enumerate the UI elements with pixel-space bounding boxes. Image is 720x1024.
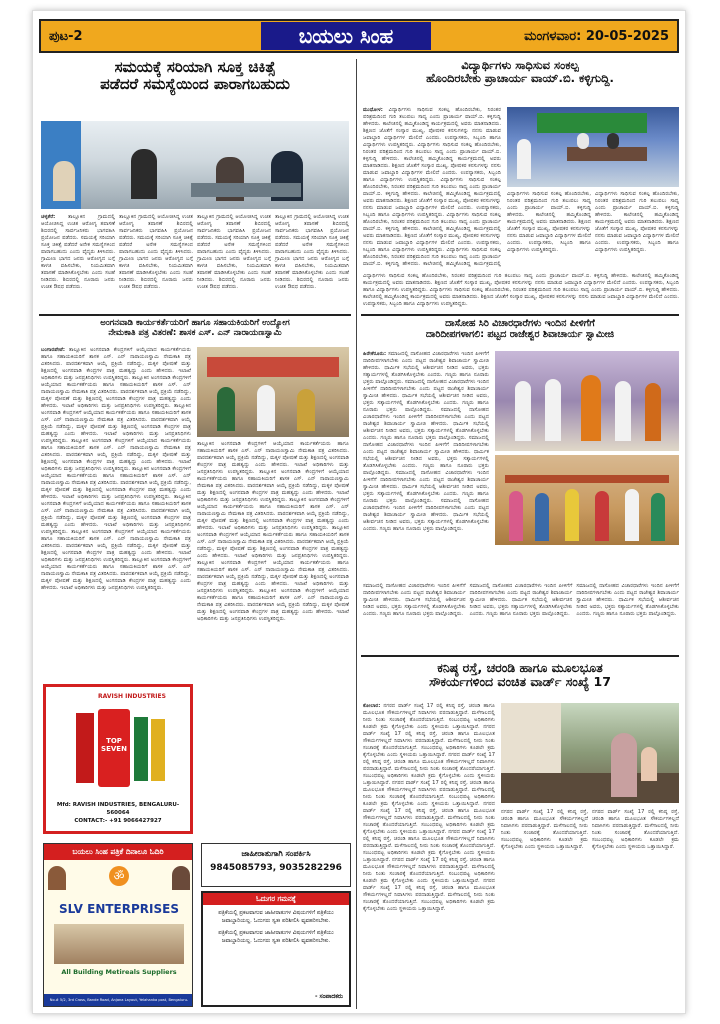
story-body-bottom: ಸಮಾಜದಲ್ಲಿ ದಾಸೋಹದ ವಿಚಾರಧಾರೆಗಳು ಇಂದಿನ ಪೀಳಿಗೆಗೆ ದಾರಿದೀಪಗಳಾಗಬೇಕು ಎಂದು ಪಟ್ಟದ ರಾಜೇಶ್ವರ ಶಿವಾಚಾರ್ಯ ಸ್ವಾಮೀಜಿ ಹೇಳಿದರು. ಧಾರ್ಮಿಕ ಸಭೆಯಲ್ಲಿ ಆಶೀರ್ವಚನ ನೀಡಿದ ಅವರು, ಭಕ್ತರು ಸತ್ಕಾರ್ಯಗಳಲ್ಲಿ ತೊಡಗಿಸಿಕೊಳ್ಳಬೇಕು ಎಂದರು. ಗಣ್ಯರು ಹಾಗೂ ನೂರಾರು ಭಕ್ತರು ಪಾಲ್ಗೊಂಡಿದ್ದರು. ಸಮಾಜದಲ್ಲಿ ದಾಸೋಹದ ವಿಚಾರಧಾರೆಗಳು ಇಂದಿನ ಪೀಳಿಗೆಗೆ ದಾರಿದೀಪಗಳಾಗಬೇಕು ಎಂದು ಪಟ್ಟದ ರಾಜೇಶ್ವರ ಶಿವಾಚಾರ್ಯ ಸ್ವಾಮೀಜಿ ಹೇಳಿದರು. ಧಾರ್ಮಿಕ ಸಭೆಯಲ್ಲಿ ಆಶೀರ್ವಚನ ನೀಡಿದ ಅವರು, ಭಕ್ತರು ಸತ್ಕಾರ್ಯಗಳಲ್ಲಿ ತೊಡಗಿಸಿಕೊಳ್ಳಬೇಕು ಎಂದರು. ಗಣ್ಯರು ಹಾಗೂ ನೂರಾರು ಭಕ್ತರು ಪಾಲ್ಗೊಂಡಿದ್ದರು. ಸಮಾಜದಲ್ಲಿ ದಾಸೋಹದ ವಿಚಾರಧಾರೆಗಳು ಇಂದಿನ ಪೀಳಿಗೆಗೆ ದಾರಿದೀಪಗಳಾಗಬೇಕು ಎಂದು ಪಟ್ಟದ ರಾಜೇಶ್ವರ ಶಿವಾಚಾರ್ಯ ಸ್ವಾಮೀಜಿ ಹೇಳಿದರು. ಧಾರ್ಮಿಕ ಸಭೆಯಲ್ಲಿ ಆಶೀರ್ವಚನ ನೀಡಿದ ಅವರು, ಭಕ್ತರು ಸತ್ಕಾರ್ಯಗಳಲ್ಲಿ ತೊಡಗಿಸಿಕೊಳ್ಳಬೇಕು ಎಂದರು. ಗಣ್ಯರು ಹಾಗೂ ನೂರಾರು ಭಕ್ತರು ಪಾಲ್ಗೊಂಡಿದ್ದರು. xyxy=(363,583,679,617)
column-divider xyxy=(356,59,357,1009)
page-number: ಪುಟ-2 xyxy=(49,28,83,44)
masthead xyxy=(39,19,679,53)
story-body: ಬಂಗಾರಪೇಟೆ: ತಾಲ್ಲೂಕಿನ ಅಂಗನವಾಡಿ ಕೇಂದ್ರಗಳಿಗೆ ಆಯ್ಕೆಯಾದ ಕಾರ್ಯಕರ್ತೆಯರು ಹಾಗೂ ಸಹಾಯಕಿಯರಿಗೆ ಶಾಸಕ ಎಸ್. ಎನ್ ನಾರಾಯಣಸ್ವಾಮಿ ನೇಮಕಾತಿ ಪತ್ರ ವಿತರಿಸಿದರು. ಪಾರದರ್ಶಕವಾಗಿ ಆಯ್ಕೆ ಪ್ರಕ್ರಿಯೆ ನಡೆದಿದ್ದು, ಮಕ್ಕಳ ಪೋಷಣೆ ಮತ್ತು ಶಿಕ್ಷಣದಲ್ಲಿ ಅಂಗನವಾಡಿ ಕೇಂದ್ರಗಳ ಪಾತ್ರ ಮಹತ್ವದ್ದು ಎಂದು ಹೇಳಿದರು. ಇಲಾಖೆ ಅಧಿಕಾರಿಗಳು ಮತ್ತು ಜನಪ್ರತಿನಿಧಿಗಳು ಉಪಸ್ಥಿತರಿದ್ದರು. ತಾಲ್ಲೂಕಿನ ಅಂಗನವಾಡಿ ಕೇಂದ್ರಗಳಿಗೆ ಆಯ್ಕೆಯಾದ ಕಾರ್ಯಕರ್ತೆಯರು ಹಾಗೂ ಸಹಾಯಕಿಯರಿಗೆ ಶಾಸಕ ಎಸ್. ಎನ್ ನಾರಾಯಣಸ್ವಾಮಿ ನೇಮಕಾತಿ ಪತ್ರ ವಿತರಿಸಿದರು. ಪಾರದರ್ಶಕವಾಗಿ ಆಯ್ಕೆ ಪ್ರಕ್ರಿಯೆ ನಡೆದಿದ್ದು, ಮಕ್ಕಳ ಪೋಷಣೆ ಮತ್ತು ಶಿಕ್ಷಣದಲ್ಲಿ ಅಂಗನವಾಡಿ ಕೇಂದ್ರಗಳ ಪಾತ್ರ ಮಹತ್ವದ್ದು ಎಂದು ಹೇಳಿದರು. ಇಲಾಖೆ ಅಧಿಕಾರಿಗಳು ಮತ್ತು ಜನಪ್ರತಿನಿಧಿಗಳು ಉಪಸ್ಥಿತರಿದ್ದರು. ತಾಲ್ಲೂಕಿನ ಅಂಗನವಾಡಿ ಕೇಂದ್ರಗಳಿಗೆ ಆಯ್ಕೆಯಾದ ಕಾರ್ಯಕರ್ತೆಯರು ಹಾಗೂ ಸಹಾಯಕಿಯರಿಗೆ ಶಾಸಕ ಎಸ್. ಎನ್ ನಾರಾಯಣಸ್ವಾಮಿ ನೇಮಕಾತಿ ಪತ್ರ ವಿತರಿಸಿದರು. ಪಾರದರ್ಶಕವಾಗಿ ಆಯ್ಕೆ ಪ್ರಕ್ರಿಯೆ ನಡೆದಿದ್ದು, ಮಕ್ಕಳ ಪೋಷಣೆ ಮತ್ತು ಶಿಕ್ಷಣದಲ್ಲಿ ಅಂಗನವಾಡಿ ಕೇಂದ್ರಗಳ ಪಾತ್ರ ಮಹತ್ವದ್ದು ಎಂದು ಹೇಳಿದರು. ಇಲಾಖೆ ಅಧಿಕಾರಿಗಳು ಮತ್ತು ಜನಪ್ರತಿನಿಧಿಗಳು ಉಪಸ್ಥಿತರಿದ್ದರು. ತಾಲ್ಲೂಕಿನ ಅಂಗನವಾಡಿ ಕೇಂದ್ರಗಳಿಗೆ ಆಯ್ಕೆಯಾದ ಕಾರ್ಯಕರ್ತೆಯರು ಹಾಗೂ ಸಹಾಯಕಿಯರಿಗೆ ಶಾಸಕ ಎಸ್. ಎನ್ ನಾರಾಯಣಸ್ವಾಮಿ ನೇಮಕಾತಿ ಪತ್ರ ವಿತರಿಸಿದರು. ಪಾರದರ್ಶಕವಾಗಿ ಆಯ್ಕೆ ಪ್ರಕ್ರಿಯೆ ನಡೆದಿದ್ದು, ಮಕ್ಕಳ ಪೋಷಣೆ ಮತ್ತು ಶಿಕ್ಷಣದಲ್ಲಿ ಅಂಗನವಾಡಿ ಕೇಂದ್ರಗಳ ಪಾತ್ರ ಮಹತ್ವದ್ದು ಎಂದು ಹೇಳಿದರು. ಇಲಾಖೆ ಅಧಿಕಾರಿಗಳು ಮತ್ತು ಜನಪ್ರತಿನಿಧಿಗಳು ಉಪಸ್ಥಿತರಿದ್ದರು. ತಾಲ್ಲೂಕಿನ ಅಂಗನವಾಡಿ ಕೇಂದ್ರಗಳಿಗೆ ಆಯ್ಕೆಯಾದ ಕಾರ್ಯಕರ್ತೆಯರು ಹಾಗೂ ಸಹಾಯಕಿಯರಿಗೆ ಶಾಸಕ ಎಸ್. ಎನ್ ನಾರಾಯಣಸ್ವಾಮಿ ನೇಮಕಾತಿ ಪತ್ರ ವಿತರಿಸಿದರು. ಪಾರದರ್ಶಕವಾಗಿ ಆಯ್ಕೆ ಪ್ರಕ್ರಿಯೆ ನಡೆದಿದ್ದು, ಮಕ್ಕಳ ಪೋಷಣೆ ಮತ್ತು ಶಿಕ್ಷಣದಲ್ಲಿ ಅಂಗನವಾಡಿ ಕೇಂದ್ರಗಳ ಪಾತ್ರ ಮಹತ್ವದ್ದು ಎಂದು ಹೇಳಿದರು. ಇಲಾಖೆ ಅಧಿಕಾರಿಗಳು ಮತ್ತು ಜನಪ್ರತಿನಿಧಿಗಳು ಉಪಸ್ಥಿತರಿದ್ದರು. ತಾಲ್ಲೂಕಿನ ಅಂಗನವಾಡಿ ಕೇಂದ್ರಗಳಿಗೆ ಆಯ್ಕೆಯಾದ ಕಾರ್ಯಕರ್ತೆಯರು ಹಾಗೂ ಸಹಾಯಕಿಯರಿಗೆ ಶಾಸಕ ಎಸ್. ಎನ್ ನಾರಾಯಣಸ್ವಾಮಿ ನೇಮಕಾತಿ ಪತ್ರ ವಿತರಿಸಿದರು. ಪಾರದರ್ಶಕವಾಗಿ ಆಯ್ಕೆ ಪ್ರಕ್ರಿಯೆ ನಡೆದಿದ್ದು, ಮಕ್ಕಳ ಪೋಷಣೆ ಮತ್ತು ಶಿಕ್ಷಣದಲ್ಲಿ ಅಂಗನವಾಡಿ ಕೇಂದ್ರಗಳ ಪಾತ್ರ ಮಹತ್ವದ್ದು ಎಂದು ಹೇಳಿದರು. ಇಲಾಖೆ ಅಧಿಕಾರಿಗಳು ಮತ್ತು ಜನಪ್ರತಿನಿಧಿಗಳು ಉಪಸ್ಥಿತರಿದ್ದರು. ತಾಲ್ಲೂಕಿನ ಅಂಗನವಾಡಿ ಕೇಂದ್ರಗಳಿಗೆ ಆಯ್ಕೆಯಾದ ಕಾರ್ಯಕರ್ತೆಯರು ಹಾಗೂ ಸಹಾಯಕಿಯರಿಗೆ ಶಾಸಕ ಎಸ್. ಎನ್ ನಾರಾಯಣಸ್ವಾಮಿ ನೇಮಕಾತಿ ಪತ್ರ ವಿತರಿಸಿದರು. ಪಾರದರ್ಶಕವಾಗಿ ಆಯ್ಕೆ ಪ್ರಕ್ರಿಯೆ ನಡೆದಿದ್ದು, ಮಕ್ಕಳ ಪೋಷಣೆ ಮತ್ತು ಶಿಕ್ಷಣದಲ್ಲಿ ಅಂಗನವಾಡಿ ಕೇಂದ್ರಗಳ ಪಾತ್ರ ಮಹತ್ವದ್ದು ಎಂದು ಹೇಳಿದರು. ಇಲಾಖೆ ಅಧಿಕಾರಿಗಳು ಮತ್ತು ಜನಪ್ರತಿನಿಧಿಗಳು ಉಪಸ್ಥಿತರಿದ್ದರು. ತಾಲ್ಲೂಕಿನ ಅಂಗನವಾಡಿ ಕೇಂದ್ರಗಳಿಗೆ ಆಯ್ಕೆಯಾದ ಕಾರ್ಯಕರ್ತೆಯರು ಹಾಗೂ ಸಹಾಯಕಿಯರಿಗೆ ಶಾಸಕ ಎಸ್. ಎನ್ ನಾರಾಯಣಸ್ವಾಮಿ ನೇಮಕಾತಿ ಪತ್ರ ವಿತರಿಸಿದರು. ಪಾರದರ್ಶಕವಾಗಿ ಆಯ್ಕೆ ಪ್ರಕ್ರಿಯೆ ನಡೆದಿದ್ದು, ಮಕ್ಕಳ ಪೋಷಣೆ ಮತ್ತು ಶಿಕ್ಷಣದಲ್ಲಿ ಅಂಗನವಾಡಿ ಕೇಂದ್ರಗಳ ಪಾತ್ರ ಮಹತ್ವದ್ದು ಎಂದು ಹೇಳಿದರು. ಇಲಾಖೆ ಅಧಿಕಾರಿಗಳು ಮತ್ತು ಜನಪ್ರತಿನಿಧಿಗಳು ಉಪಸ್ಥಿತರಿದ್ದರು. xyxy=(41,347,191,591)
story-headline: ಕನಿಷ್ಠ ರಸ್ತೆ, ಚರಂಡಿ ಹಾಗೂ ಮೂಲಭೂತ ಸೌಕರ್ಯಗಳಿಂದ ವಂಚಿತ ವಾರ್ಡ್ ಸಂಖ್ಯೆ 17 xyxy=(429,660,611,690)
story-body: ಚಳ್ಳಕೆರೆ: ತಾಲ್ಲೂಕಿನ ಗ್ರಾಮದಲ್ಲಿ ಆಯೋಜಿಸಿದ್ದ ಉಚಿತ ಆರೋಗ್ಯ ತಪಾಸಣೆ ಶಿಬಿರದಲ್ಲಿ ಸಾರ್ವಜನಿಕರು ಭಾಗವಹಿಸಿ ಪ್ರಯೋಜನ ಪಡೆದರು. ಸಮಯಕ್ಕೆ ಸರಿಯಾಗಿ ಸೂಕ್ತ ಚಿಕಿತ್ಸೆ ಪಡೆದರೆ ಅನೇಕ ಸಮಸ್ಯೆಗಳಿಂದ ಪಾರಾಗಬಹುದು ಎಂದು ವೈದ್ಯರು ತಿಳಿಸಿದರು. ಗ್ರಾಮೀಣ ಭಾಗದ ಜನರು ಆರೋಗ್ಯದ ಬಗ್ಗೆ ಕಾಳಜಿ ವಹಿಸಬೇಕು, ನಿಯಮಿತವಾಗಿ ತಪಾಸಣೆ ಮಾಡಿಸಿಕೊಳ್ಳಬೇಕು ಎಂದು ಸಲಹೆ ನೀಡಿದರು. ಶಿಬಿರದಲ್ಲಿ ನೂರಾರು ಜನರು ಉಚಿತ ಔಷಧ ಪಡೆದರು. ತಾಲ್ಲೂಕಿನ ಗ್ರಾಮದಲ್ಲಿ ಆಯೋಜಿಸಿದ್ದ ಉಚಿತ ಆರೋಗ್ಯ ತಪಾಸಣೆ ಶಿಬಿರದಲ್ಲಿ ಸಾರ್ವಜನಿಕರು ಭಾಗವಹಿಸಿ ಪ್ರಯೋಜನ ಪಡೆದರು. ಸಮಯಕ್ಕೆ ಸರಿಯಾಗಿ ಸೂಕ್ತ ಚಿಕಿತ್ಸೆ ಪಡೆದರೆ ಅನೇಕ ಸಮಸ್ಯೆಗಳಿಂದ ಪಾರಾಗಬಹುದು ಎಂದು ವೈದ್ಯರು ತಿಳಿಸಿದರು. ಗ್ರಾಮೀಣ ಭಾಗದ ಜನರು ಆರೋಗ್ಯದ ಬಗ್ಗೆ ಕಾಳಜಿ ವಹಿಸಬೇಕು, ನಿಯಮಿತವಾಗಿ ತಪಾಸಣೆ ಮಾಡಿಸಿಕೊಳ್ಳಬೇಕು ಎಂದು ಸಲಹೆ ನೀಡಿದರು. ಶಿಬಿರದಲ್ಲಿ ನೂರಾರು ಜನರು ಉಚಿತ ಔಷಧ ಪಡೆದರು. ತಾಲ್ಲೂಕಿನ ಗ್ರಾಮದಲ್ಲಿ ಆಯೋಜಿಸಿದ್ದ ಉಚಿತ ಆರೋಗ್ಯ ತಪಾಸಣೆ ಶಿಬಿರದಲ್ಲಿ ಸಾರ್ವಜನಿಕರು ಭಾಗವಹಿಸಿ ಪ್ರಯೋಜನ ಪಡೆದರು. ಸಮಯಕ್ಕೆ ಸರಿಯಾಗಿ ಸೂಕ್ತ ಚಿಕಿತ್ಸೆ ಪಡೆದರೆ ಅನೇಕ ಸಮಸ್ಯೆಗಳಿಂದ ಪಾರಾಗಬಹುದು ಎಂದು ವೈದ್ಯರು ತಿಳಿಸಿದರು. ಗ್ರಾಮೀಣ ಭಾಗದ ಜನರು ಆರೋಗ್ಯದ ಬಗ್ಗೆ ಕಾಳಜಿ ವಹಿಸಬೇಕು, ನಿಯಮಿತವಾಗಿ ತಪಾಸಣೆ ಮಾಡಿಸಿಕೊಳ್ಳಬೇಕು ಎಂದು ಸಲಹೆ ನೀಡಿದರು. ಶಿಬಿರದಲ್ಲಿ ನೂರಾರು ಜನರು ಉಚಿತ ಔಷಧ ಪಡೆದರು. ತಾಲ್ಲೂಕಿನ ಗ್ರಾಮದಲ್ಲಿ ಆಯೋಜಿಸಿದ್ದ ಉಚಿತ ಆರೋಗ್ಯ ತಪಾಸಣೆ ಶಿಬಿರದಲ್ಲಿ ಸಾರ್ವಜನಿಕರು ಭಾಗವಹಿಸಿ ಪ್ರಯೋಜನ ಪಡೆದರು. ಸಮಯಕ್ಕೆ ಸರಿಯಾಗಿ ಸೂಕ್ತ ಚಿಕಿತ್ಸೆ ಪಡೆದರೆ ಅನೇಕ ಸಮಸ್ಯೆಗಳಿಂದ ಪಾರಾಗಬಹುದು ಎಂದು ವೈದ್ಯರು ತಿಳಿಸಿದರು. ಗ್ರಾಮೀಣ ಭಾಗದ ಜನರು ಆರೋಗ್ಯದ ಬಗ್ಗೆ ಕಾಳಜಿ ವಹಿಸಬೇಕು, ನಿಯಮಿತವಾಗಿ ತಪಾಸಣೆ ಮಾಡಿಸಿಕೊಳ್ಳಬೇಕು ಎಂದು ಸಲಹೆ ನೀಡಿದರು. ಶಿಬಿರದಲ್ಲಿ ನೂರಾರು ಜನರು ಉಚಿತ ಔಷಧ ಪಡೆದರು. xyxy=(41,214,349,290)
anganwadi-event-photo xyxy=(197,347,349,437)
issue-date: ಮಂಗಳವಾರ: 20-05-2025 xyxy=(524,28,669,44)
ad-address: No.# 5/2, 3rd Cross, Bande Road, Anjana Layout, Yelahanka post, Bengaluru- xyxy=(44,994,193,1006)
story-body-continued: ವಿದ್ಯಾರ್ಥಿಗಳು ಸಾಧಿಸುವ ಸಂಕಲ್ಪ ಹೊಂದಿರಬೇಕು, ನಿರಂತರ ಪರಿಶ್ರಮದಿಂದ ಗುರಿ ತಲುಪಲು ಸಾಧ್ಯ ಎಂದು ಪ್ರಾಚಾರ್ಯ ವಾಯ್.ಬಿ. ಕಳ್ಳಿಗುದ್ದಿ ಹೇಳಿದರು. ಕಾಲೇಜಿನಲ್ಲಿ ಹಮ್ಮಿಕೊಂಡಿದ್ದ ಕಾರ್ಯಕ್ರಮದಲ್ಲಿ ಅವರು ಮಾತನಾಡಿದರು. ಶಿಕ್ಷಣದ ಜೊತೆಗೆ ಸಂಸ್ಕಾರ ಮುಖ್ಯ, ಪೋಷಕರ ಕನಸುಗಳನ್ನು ನನಸು ಮಾಡುವ ಜವಾಬ್ದಾರಿ ವಿದ್ಯಾರ್ಥಿಗಳ ಮೇಲಿದೆ ಎಂದರು. ಉಪನ್ಯಾಸಕರು, ಸಿಬ್ಬಂದಿ ಹಾಗೂ ವಿದ್ಯಾರ್ಥಿಗಳು ಉಪಸ್ಥಿತರಿದ್ದರು. ವಿದ್ಯಾರ್ಥಿಗಳು ಸಾಧಿಸುವ ಸಂಕಲ್ಪ ಹೊಂದಿರಬೇಕು, ನಿರಂತರ ಪರಿಶ್ರಮದಿಂದ ಗುರಿ ತಲುಪಲು ಸಾಧ್ಯ ಎಂದು ಪ್ರಾಚಾರ್ಯ ವಾಯ್.ಬಿ. ಕಳ್ಳಿಗುದ್ದಿ ಹೇಳಿದರು. ಕಾಲೇಜಿನಲ್ಲಿ ಹಮ್ಮಿಕೊಂಡಿದ್ದ ಕಾರ್ಯಕ್ರಮದಲ್ಲಿ ಅವರು ಮಾತನಾಡಿದರು. ಶಿಕ್ಷಣದ ಜೊತೆಗೆ ಸಂಸ್ಕಾರ ಮುಖ್ಯ, ಪೋಷಕರ ಕನಸುಗಳನ್ನು ನನಸು ಮಾಡುವ ಜವಾಬ್ದಾರಿ ವಿದ್ಯಾರ್ಥಿಗಳ ಮೇಲಿದೆ ಎಂದರು. ಉಪನ್ಯಾಸಕರು, ಸಿಬ್ಬಂದಿ ಹಾಗೂ ವಿದ್ಯಾರ್ಥಿಗಳು ಉಪಸ್ಥಿತರಿದ್ದರು. xyxy=(507,191,679,253)
ad-brand: RAVISH INDUSTRIES xyxy=(98,693,166,700)
ad-phone: CONTACT:- +91 9066427927 xyxy=(74,818,162,824)
story-body: ಕೋಲಾರ: ನಗರದ ವಾರ್ಡ್ ಸಂಖ್ಯೆ 17 ರಲ್ಲಿ ಕನಿಷ್ಠ ರಸ್ತೆ, ಚರಂಡಿ ಹಾಗೂ ಮೂಲಭೂತ ಸೌಕರ್ಯಗಳಿಲ್ಲದೆ ನಿವಾಸಿಗಳು ಪರದಾಡುತ್ತಿದ್ದಾರೆ. ಮಳೆಗಾಲದಲ್ಲಿ ನೀರು ನಿಂತು ಸಂಚಾರಕ್ಕೆ ತೊಂದರೆಯಾಗುತ್ತಿದೆ. ಸಂಬಂಧಪಟ್ಟ ಅಧಿಕಾರಿಗಳು ಕೂಡಲೇ ಕ್ರಮ ಕೈಗೊಳ್ಳಬೇಕು ಎಂದು ಸ್ಥಳೀಯರು ಒತ್ತಾಯಿಸಿದ್ದಾರೆ. ನಗರದ ವಾರ್ಡ್ ಸಂಖ್ಯೆ 17 ರಲ್ಲಿ ಕನಿಷ್ಠ ರಸ್ತೆ, ಚರಂಡಿ ಹಾಗೂ ಮೂಲಭೂತ ಸೌಕರ್ಯಗಳಿಲ್ಲದೆ ನಿವಾಸಿಗಳು ಪರದಾಡುತ್ತಿದ್ದಾರೆ. ಮಳೆಗಾಲದಲ್ಲಿ ನೀರು ನಿಂತು ಸಂಚಾರಕ್ಕೆ ತೊಂದರೆಯಾಗುತ್ತಿದೆ. ಸಂಬಂಧಪಟ್ಟ ಅಧಿಕಾರಿಗಳು ಕೂಡಲೇ ಕ್ರಮ ಕೈಗೊಳ್ಳಬೇಕು ಎಂದು ಸ್ಥಳೀಯರು ಒತ್ತಾಯಿಸಿದ್ದಾರೆ. ನಗರದ ವಾರ್ಡ್ ಸಂಖ್ಯೆ 17 ರಲ್ಲಿ ಕನಿಷ್ಠ ರಸ್ತೆ, ಚರಂಡಿ ಹಾಗೂ ಮೂಲಭೂತ ಸೌಕರ್ಯಗಳಿಲ್ಲದೆ ನಿವಾಸಿಗಳು ಪರದಾಡುತ್ತಿದ್ದಾರೆ. ಮಳೆಗಾಲದಲ್ಲಿ ನೀರು ನಿಂತು ಸಂಚಾರಕ್ಕೆ ತೊಂದರೆಯಾಗುತ್ತಿದೆ. ಸಂಬಂಧಪಟ್ಟ ಅಧಿಕಾರಿಗಳು ಕೂಡಲೇ ಕ್ರಮ ಕೈಗೊಳ್ಳಬೇಕು ಎಂದು ಸ್ಥಳೀಯರು ಒತ್ತಾಯಿಸಿದ್ದಾರೆ. ನಗರದ ವಾರ್ಡ್ ಸಂಖ್ಯೆ 17 ರಲ್ಲಿ ಕನಿಷ್ಠ ರಸ್ತೆ, ಚರಂಡಿ ಹಾಗೂ ಮೂಲಭೂತ ಸೌಕರ್ಯಗಳಿಲ್ಲದೆ ನಿವಾಸಿಗಳು ಪರದಾಡುತ್ತಿದ್ದಾರೆ. ಮಳೆಗಾಲದಲ್ಲಿ ನೀರು ನಿಂತು ಸಂಚಾರಕ್ಕೆ ತೊಂದರೆಯಾಗುತ್ತಿದೆ. ಸಂಬಂಧಪಟ್ಟ ಅಧಿಕಾರಿಗಳು ಕೂಡಲೇ ಕ್ರಮ ಕೈಗೊಳ್ಳಬೇಕು ಎಂದು ಸ್ಥಳೀಯರು ಒತ್ತಾಯಿಸಿದ್ದಾರೆ. ನಗರದ ವಾರ್ಡ್ ಸಂಖ್ಯೆ 17 ರಲ್ಲಿ ಕನಿಷ್ಠ ರಸ್ತೆ, ಚರಂಡಿ ಹಾಗೂ ಮೂಲಭೂತ ಸೌಕರ್ಯಗಳಿಲ್ಲದೆ ನಿವಾಸಿಗಳು ಪರದಾಡುತ್ತಿದ್ದಾರೆ. ಮಳೆಗಾಲದಲ್ಲಿ ನೀರು ನಿಂತು ಸಂಚಾರಕ್ಕೆ ತೊಂದರೆಯಾಗುತ್ತಿದೆ. ಸಂಬಂಧಪಟ್ಟ ಅಧಿಕಾರಿಗಳು ಕೂಡಲೇ ಕ್ರಮ ಕೈಗೊಳ್ಳಬೇಕು ಎಂದು ಸ್ಥಳೀಯರು ಒತ್ತಾಯಿಸಿದ್ದಾರೆ. ನಗರದ ವಾರ್ಡ್ ಸಂಖ್ಯೆ 17 ರಲ್ಲಿ ಕನಿಷ್ಠ ರಸ್ತೆ, ಚರಂಡಿ ಹಾಗೂ ಮೂಲಭೂತ ಸೌಕರ್ಯಗಳಿಲ್ಲದೆ ನಿವಾಸಿಗಳು ಪರದಾಡುತ್ತಿದ್ದಾರೆ. ಮಳೆಗಾಲದಲ್ಲಿ ನೀರು ನಿಂತು ಸಂಚಾರಕ್ಕೆ ತೊಂದರೆಯಾಗುತ್ತಿದೆ. ಸಂಬಂಧಪಟ್ಟ ಅಧಿಕಾರಿಗಳು ಕೂಡಲೇ ಕ್ರಮ ಕೈಗೊಳ್ಳಬೇಕು ಎಂದು ಸ್ಥಳೀಯರು ಒತ್ತಾಯಿಸಿದ್ದಾರೆ. ನಗರದ ವಾರ್ಡ್ ಸಂಖ್ಯೆ 17 ರಲ್ಲಿ ಕನಿಷ್ಠ ರಸ್ತೆ, ಚರಂಡಿ ಹಾಗೂ ಮೂಲಭೂತ ಸೌಕರ್ಯಗಳಿಲ್ಲದೆ ನಿವಾಸಿಗಳು ಪರದಾಡುತ್ತಿದ್ದಾರೆ. ಮಳೆಗಾಲದಲ್ಲಿ ನೀರು ನಿಂತು ಸಂಚಾರಕ್ಕೆ ತೊಂದರೆಯಾಗುತ್ತಿದೆ. ಸಂಬಂಧಪಟ್ಟ ಅಧಿಕಾರಿಗಳು ಕೂಡಲೇ ಕ್ರಮ ಕೈಗೊಳ್ಳಬೇಕು ಎಂದು ಸ್ಥಳೀಯರು ಒತ್ತಾಯಿಸಿದ್ದಾರೆ. ನಗರದ ವಾರ್ಡ್ ಸಂಖ್ಯೆ 17 ರಲ್ಲಿ ಕನಿಷ್ಠ ರಸ್ತೆ, ಚರಂಡಿ ಹಾಗೂ ಮೂಲಭೂತ ಸೌಕರ್ಯಗಳಿಲ್ಲದೆ ನಿವಾಸಿಗಳು ಪರದಾಡುತ್ತಿದ್ದಾರೆ. ಮಳೆಗಾಲದಲ್ಲಿ ನೀರು ನಿಂತು ಸಂಚಾರಕ್ಕೆ ತೊಂದರೆಯಾಗುತ್ತಿದೆ. ಸಂಬಂಧಪಟ್ಟ ಅಧಿಕಾರಿಗಳು ಕೂಡಲೇ ಕ್ರಮ ಕೈಗೊಳ್ಳಬೇಕು ಎಂದು ಸ್ಥಳೀಯರು ಒತ್ತಾಯಿಸಿದ್ದಾರೆ. xyxy=(363,703,495,912)
story-ward-17 xyxy=(361,661,679,690)
ad-product-name: TOP SEVEN xyxy=(101,737,127,753)
newspaper-title: ಬಯಲು ಸಿಂಹ xyxy=(261,22,431,50)
devotees-photo xyxy=(495,455,679,545)
ward-street-photo xyxy=(501,703,679,803)
contact-phones: 9845085793, 9035282296 xyxy=(210,863,342,873)
advertising-contact-box xyxy=(201,843,351,887)
story-anganwadi xyxy=(39,319,351,339)
story-body: ಮುಧೋಳ: ವಿದ್ಯಾರ್ಥಿಗಳು ಸಾಧಿಸುವ ಸಂಕಲ್ಪ ಹೊಂದಿರಬೇಕು, ನಿರಂತರ ಪರಿಶ್ರಮದಿಂದ ಗುರಿ ತಲುಪಲು ಸಾಧ್ಯ ಎಂದು ಪ್ರಾಚಾರ್ಯ ವಾಯ್.ಬಿ. ಕಳ್ಳಿಗುದ್ದಿ ಹೇಳಿದರು. ಕಾಲೇಜಿನಲ್ಲಿ ಹಮ್ಮಿಕೊಂಡಿದ್ದ ಕಾರ್ಯಕ್ರಮದಲ್ಲಿ ಅವರು ಮಾತನಾಡಿದರು. ಶಿಕ್ಷಣದ ಜೊತೆಗೆ ಸಂಸ್ಕಾರ ಮುಖ್ಯ, ಪೋಷಕರ ಕನಸುಗಳನ್ನು ನನಸು ಮಾಡುವ ಜವಾಬ್ದಾರಿ ವಿದ್ಯಾರ್ಥಿಗಳ ಮೇಲಿದೆ ಎಂದರು. ಉಪನ್ಯಾಸಕರು, ಸಿಬ್ಬಂದಿ ಹಾಗೂ ವಿದ್ಯಾರ್ಥಿಗಳು ಉಪಸ್ಥಿತರಿದ್ದರು. ವಿದ್ಯಾರ್ಥಿಗಳು ಸಾಧಿಸುವ ಸಂಕಲ್ಪ ಹೊಂದಿರಬೇಕು, ನಿರಂತರ ಪರಿಶ್ರಮದಿಂದ ಗುರಿ ತಲುಪಲು ಸಾಧ್ಯ ಎಂದು ಪ್ರಾಚಾರ್ಯ ವಾಯ್.ಬಿ. ಕಳ್ಳಿಗುದ್ದಿ ಹೇಳಿದರು. ಕಾಲೇಜಿನಲ್ಲಿ ಹಮ್ಮಿಕೊಂಡಿದ್ದ ಕಾರ್ಯಕ್ರಮದಲ್ಲಿ ಅವರು ಮಾತನಾಡಿದರು. ಶಿಕ್ಷಣದ ಜೊತೆಗೆ ಸಂಸ್ಕಾರ ಮುಖ್ಯ, ಪೋಷಕರ ಕನಸುಗಳನ್ನು ನನಸು ಮಾಡುವ ಜವಾಬ್ದಾರಿ ವಿದ್ಯಾರ್ಥಿಗಳ ಮೇಲಿದೆ ಎಂದರು. ಉಪನ್ಯಾಸಕರು, ಸಿಬ್ಬಂದಿ ಹಾಗೂ ವಿದ್ಯಾರ್ಥಿಗಳು ಉಪಸ್ಥಿತರಿದ್ದರು. ವಿದ್ಯಾರ್ಥಿಗಳು ಸಾಧಿಸುವ ಸಂಕಲ್ಪ ಹೊಂದಿರಬೇಕು, ನಿರಂತರ ಪರಿಶ್ರಮದಿಂದ ಗುರಿ ತಲುಪಲು ಸಾಧ್ಯ ಎಂದು ಪ್ರಾಚಾರ್ಯ ವಾಯ್.ಬಿ. ಕಳ್ಳಿಗುದ್ದಿ ಹೇಳಿದರು. ಕಾಲೇಜಿನಲ್ಲಿ ಹಮ್ಮಿಕೊಂಡಿದ್ದ ಕಾರ್ಯಕ್ರಮದಲ್ಲಿ ಅವರು ಮಾತನಾಡಿದರು. ಶಿಕ್ಷಣದ ಜೊತೆಗೆ ಸಂಸ್ಕಾರ ಮುಖ್ಯ, ಪೋಷಕರ ಕನಸುಗಳನ್ನು ನನಸು ಮಾಡುವ ಜವಾಬ್ದಾರಿ ವಿದ್ಯಾರ್ಥಿಗಳ ಮೇಲಿದೆ ಎಂದರು. ಉಪನ್ಯಾಸಕರು, ಸಿಬ್ಬಂದಿ ಹಾಗೂ ವಿದ್ಯಾರ್ಥಿಗಳು ಉಪಸ್ಥಿತರಿದ್ದರು. ವಿದ್ಯಾರ್ಥಿಗಳು ಸಾಧಿಸುವ ಸಂಕಲ್ಪ ಹೊಂದಿರಬೇಕು, ನಿರಂತರ ಪರಿಶ್ರಮದಿಂದ ಗುರಿ ತಲುಪಲು ಸಾಧ್ಯ ಎಂದು ಪ್ರಾಚಾರ್ಯ ವಾಯ್.ಬಿ. ಕಳ್ಳಿಗುದ್ದಿ ಹೇಳಿದರು. ಕಾಲೇಜಿನಲ್ಲಿ ಹಮ್ಮಿಕೊಂಡಿದ್ದ ಕಾರ್ಯಕ್ರಮದಲ್ಲಿ ಅವರು ಮಾತನಾಡಿದರು. ಶಿಕ್ಷಣದ ಜೊತೆಗೆ ಸಂಸ್ಕಾರ ಮುಖ್ಯ, ಪೋಷಕರ ಕನಸುಗಳನ್ನು ನನಸು ಮಾಡುವ ಜವಾಬ್ದಾರಿ ವಿದ್ಯಾರ್ಥಿಗಳ ಮೇಲಿದೆ ಎಂದರು. ಉಪನ್ಯಾಸಕರು, ಸಿಬ್ಬಂದಿ ಹಾಗೂ ವಿದ್ಯಾರ್ಥಿಗಳು ಉಪಸ್ಥಿತರಿದ್ದರು. ವಿದ್ಯಾರ್ಥಿಗಳು ಸಾಧಿಸುವ ಸಂಕಲ್ಪ ಹೊಂದಿರಬೇಕು, ನಿರಂತರ ಪರಿಶ್ರಮದಿಂದ ಗುರಿ ತಲುಪಲು ಸಾಧ್ಯ ಎಂದು ಪ್ರಾಚಾರ್ಯ ವಾಯ್.ಬಿ. ಕಳ್ಳಿಗುದ್ದಿ ಹೇಳಿದರು. ಕಾಲೇಜಿನಲ್ಲಿ ಹಮ್ಮಿಕೊಂಡಿದ್ದ ಕಾರ್ಯಕ್ರಮದಲ್ಲಿ xyxy=(363,107,501,267)
ad-banner: ಬಯಲು ಸಿಂಹ ಪತ್ರಿಕೆ ದಿನಾಲೂ ಓದಿರಿ xyxy=(44,844,192,860)
story-college-principal xyxy=(361,59,679,85)
story-body-bottom: ವಿದ್ಯಾರ್ಥಿಗಳು ಸಾಧಿಸುವ ಸಂಕಲ್ಪ ಹೊಂದಿರಬೇಕು, ನಿರಂತರ ಪರಿಶ್ರಮದಿಂದ ಗುರಿ ತಲುಪಲು ಸಾಧ್ಯ ಎಂದು ಪ್ರಾಚಾರ್ಯ ವಾಯ್.ಬಿ. ಕಳ್ಳಿಗುದ್ದಿ ಹೇಳಿದರು. ಕಾಲೇಜಿನಲ್ಲಿ ಹಮ್ಮಿಕೊಂಡಿದ್ದ ಕಾರ್ಯಕ್ರಮದಲ್ಲಿ ಅವರು ಮಾತನಾಡಿದರು. ಶಿಕ್ಷಣದ ಜೊತೆಗೆ ಸಂಸ್ಕಾರ ಮುಖ್ಯ, ಪೋಷಕರ ಕನಸುಗಳನ್ನು ನನಸು ಮಾಡುವ ಜವಾಬ್ದಾರಿ ವಿದ್ಯಾರ್ಥಿಗಳ ಮೇಲಿದೆ ಎಂದರು. ಉಪನ್ಯಾಸಕರು, ಸಿಬ್ಬಂದಿ ಹಾಗೂ ವಿದ್ಯಾರ್ಥಿಗಳು ಉಪಸ್ಥಿತರಿದ್ದರು. ವಿದ್ಯಾರ್ಥಿಗಳು ಸಾಧಿಸುವ ಸಂಕಲ್ಪ ಹೊಂದಿರಬೇಕು, ನಿರಂತರ ಪರಿಶ್ರಮದಿಂದ ಗುರಿ ತಲುಪಲು ಸಾಧ್ಯ ಎಂದು ಪ್ರಾಚಾರ್ಯ ವಾಯ್.ಬಿ. ಕಳ್ಳಿಗುದ್ದಿ ಹೇಳಿದರು. ಕಾಲೇಜಿನಲ್ಲಿ ಹಮ್ಮಿಕೊಂಡಿದ್ದ ಕಾರ್ಯಕ್ರಮದಲ್ಲಿ ಅವರು ಮಾತನಾಡಿದರು. ಶಿಕ್ಷಣದ ಜೊತೆಗೆ ಸಂಸ್ಕಾರ ಮುಖ್ಯ, ಪೋಷಕರ ಕನಸುಗಳನ್ನು ನನಸು ಮಾಡುವ ಜವಾಬ್ದಾರಿ ವಿದ್ಯಾರ್ಥಿಗಳ ಮೇಲಿದೆ ಎಂದರು. ಉಪನ್ಯಾಸಕರು, ಸಿಬ್ಬಂದಿ ಹಾಗೂ ವಿದ್ಯಾರ್ಥಿಗಳು ಉಪಸ್ಥಿತರಿದ್ದರು. xyxy=(363,273,679,307)
contact-header: ಜಾಹೀರಾತುಗಾಗಿ ಸಂಪರ್ಕಿಸಿ xyxy=(241,849,311,858)
notice-signature: - ಸಂಪಾದಕರು xyxy=(314,993,343,1000)
newspaper-page xyxy=(32,10,686,1014)
story-body: ಹಿರೇಕೆರೂರು: ಸಮಾಜದಲ್ಲಿ ದಾಸೋಹದ ವಿಚಾರಧಾರೆಗಳು ಇಂದಿನ ಪೀಳಿಗೆಗೆ ದಾರಿದೀಪಗಳಾಗಬೇಕು ಎಂದು ಪಟ್ಟದ ರಾಜೇಶ್ವರ ಶಿವಾಚಾರ್ಯ ಸ್ವಾಮೀಜಿ ಹೇಳಿದರು. ಧಾರ್ಮಿಕ ಸಭೆಯಲ್ಲಿ ಆಶೀರ್ವಚನ ನೀಡಿದ ಅವರು, ಭಕ್ತರು ಸತ್ಕಾರ್ಯಗಳಲ್ಲಿ ತೊಡಗಿಸಿಕೊಳ್ಳಬೇಕು ಎಂದರು. ಗಣ್ಯರು ಹಾಗೂ ನೂರಾರು ಭಕ್ತರು ಪಾಲ್ಗೊಂಡಿದ್ದರು. ಸಮಾಜದಲ್ಲಿ ದಾಸೋಹದ ವಿಚಾರಧಾರೆಗಳು ಇಂದಿನ ಪೀಳಿಗೆಗೆ ದಾರಿದೀಪಗಳಾಗಬೇಕು ಎಂದು ಪಟ್ಟದ ರಾಜೇಶ್ವರ ಶಿವಾಚಾರ್ಯ ಸ್ವಾಮೀಜಿ ಹೇಳಿದರು. ಧಾರ್ಮಿಕ ಸಭೆಯಲ್ಲಿ ಆಶೀರ್ವಚನ ನೀಡಿದ ಅವರು, ಭಕ್ತರು ಸತ್ಕಾರ್ಯಗಳಲ್ಲಿ ತೊಡಗಿಸಿಕೊಳ್ಳಬೇಕು ಎಂದರು. ಗಣ್ಯರು ಹಾಗೂ ನೂರಾರು ಭಕ್ತರು ಪಾಲ್ಗೊಂಡಿದ್ದರು. ಸಮಾಜದಲ್ಲಿ ದಾಸೋಹದ ವಿಚಾರಧಾರೆಗಳು ಇಂದಿನ ಪೀಳಿಗೆಗೆ ದಾರಿದೀಪಗಳಾಗಬೇಕು ಎಂದು ಪಟ್ಟದ ರಾಜೇಶ್ವರ ಶಿವಾಚಾರ್ಯ ಸ್ವಾಮೀಜಿ ಹೇಳಿದರು. ಧಾರ್ಮಿಕ ಸಭೆಯಲ್ಲಿ ಆಶೀರ್ವಚನ ನೀಡಿದ ಅವರು, ಭಕ್ತರು ಸತ್ಕಾರ್ಯಗಳಲ್ಲಿ ತೊಡಗಿಸಿಕೊಳ್ಳಬೇಕು ಎಂದರು. ಗಣ್ಯರು ಹಾಗೂ ನೂರಾರು ಭಕ್ತರು ಪಾಲ್ಗೊಂಡಿದ್ದರು. ಸಮಾಜದಲ್ಲಿ ದಾಸೋಹದ ವಿಚಾರಧಾರೆಗಳು ಇಂದಿನ ಪೀಳಿಗೆಗೆ ದಾರಿದೀಪಗಳಾಗಬೇಕು ಎಂದು ಪಟ್ಟದ ರಾಜೇಶ್ವರ ಶಿವಾಚಾರ್ಯ ಸ್ವಾಮೀಜಿ ಹೇಳಿದರು. ಧಾರ್ಮಿಕ ಸಭೆಯಲ್ಲಿ ಆಶೀರ್ವಚನ ನೀಡಿದ ಅವರು, ಭಕ್ತರು ಸತ್ಕಾರ್ಯಗಳಲ್ಲಿ ತೊಡಗಿಸಿಕೊಳ್ಳಬೇಕು ಎಂದರು. ಗಣ್ಯರು ಹಾಗೂ ನೂರಾರು ಭಕ್ತರು ಪಾಲ್ಗೊಂಡಿದ್ದರು. ಸಮಾಜದಲ್ಲಿ ದಾಸೋಹದ ವಿಚಾರಧಾರೆಗಳು ಇಂದಿನ ಪೀಳಿಗೆಗೆ ದಾರಿದೀಪಗಳಾಗಬೇಕು ಎಂದು ಪಟ್ಟದ ರಾಜೇಶ್ವರ ಶಿವಾಚಾರ್ಯ ಸ್ವಾಮೀಜಿ ಹೇಳಿದರು. ಧಾರ್ಮಿಕ ಸಭೆಯಲ್ಲಿ ಆಶೀರ್ವಚನ ನೀಡಿದ ಅವರು, ಭಕ್ತರು ಸತ್ಕಾರ್ಯಗಳಲ್ಲಿ ತೊಡಗಿಸಿಕೊಳ್ಳಬೇಕು ಎಂದರು. ಗಣ್ಯರು ಹಾಗೂ ನೂರಾರು ಭಕ್ತರು ಪಾಲ್ಗೊಂಡಿದ್ದರು. ಸಮಾಜದಲ್ಲಿ ದಾಸೋಹದ ವಿಚಾರಧಾರೆಗಳು ಇಂದಿನ ಪೀಳಿಗೆಗೆ ದಾರಿದೀಪಗಳಾಗಬೇಕು ಎಂದು ಪಟ್ಟದ ರಾಜೇಶ್ವರ ಶಿವಾಚಾರ್ಯ ಸ್ವಾಮೀಜಿ ಹೇಳಿದರು. ಧಾರ್ಮಿಕ ಸಭೆಯಲ್ಲಿ ಆಶೀರ್ವಚನ ನೀಡಿದ ಅವರು, ಭಕ್ತರು ಸತ್ಕಾರ್ಯಗಳಲ್ಲಿ ತೊಡಗಿಸಿಕೊಳ್ಳಬೇಕು ಎಂದರು. ಗಣ್ಯರು ಹಾಗೂ ನೂರಾರು ಭಕ್ತರು ಪಾಲ್ಗೊಂಡಿದ್ದರು. xyxy=(363,351,489,532)
story-headline: ಅಂಗನವಾಡಿ ಕಾರ್ಯಕರ್ತೆಯರಿಗೆ ಹಾಗೂ ಸಹಾಯಕಿಯರಿಗೆ ಉದ್ಯೋಗ ನೇಮಕಾತಿ ಪತ್ರ ವಿತರಣೆ: ಶಾಸಕ ಎಸ್. ಎನ್ ನಾರಾಯಣಸ್ವಾಮಿ xyxy=(100,318,290,338)
section-divider xyxy=(39,314,351,316)
health-camp-photo xyxy=(41,121,349,209)
story-health-camp xyxy=(39,59,351,94)
story-headline: ವಿದ್ಯಾರ್ಥಿಗಳು ಸಾಧಿಸುವ ಸಂಕಲ್ಪ ಹೊಂದಿರಬೇಕು ಪ್ರಾಚಾರ್ಯ ವಾಯ್.ಬಿ. ಕಳ್ಳಿಗುದ್ದಿ. xyxy=(426,58,614,86)
ravish-industries-ad xyxy=(43,684,193,834)
section-divider xyxy=(361,655,679,657)
notice-body: ಪತ್ರಿಕೆಯಲ್ಲಿ ಪ್ರಕಟವಾಗುವ ಜಾಹೀರಾತುಗಳ ವಿಷಯಗಳಿಗೆ ಪತ್ರಿಕೆಯು ಜವಾಬ್ದಾರಿಯಲ್ಲ. ಓದುಗರು ಸ್ವತಃ ಪರಿಶೀಲಿಸಿ ವ್ಯವಹರಿಸಬೇಕು. xyxy=(218,910,334,924)
story-swamiji xyxy=(361,319,679,341)
readers-notice: ಓದುಗರ ಗಮನಕ್ಕೆ ಪತ್ರಿಕೆಯಲ್ಲಿ ಪ್ರಕಟವಾಗುವ ಜಾಹೀರಾತುಗಳ ವಿಷಯಗಳಿಗೆ ಪತ್ರಿಕೆಯು ಜವಾಬ್ದಾರಿಯಲ್ಲ. ಓದುಗರು ಸ್ವತಃ ಪರಿಶೀಲಿಸಿ ವ್ಯವಹರಿಸಬೇಕು. ಪತ್ರಿಕೆಯಲ್ಲಿ ಪ್ರಕಟವಾಗುವ ಜಾಹೀರಾತುಗಳ ವಿಷಯಗಳಿಗೆ ಪತ್ರಿಕೆಯು ಜವಾಬ್ದಾರಿಯಲ್ಲ. ಓದುಗರು ಸ್ವತಃ ಪರಿಶೀಲಿಸಿ ವ್ಯವಹರಿಸಬೇಕು. - ಸಂಪಾದಕರು xyxy=(201,891,351,1007)
notice-header: ಓದುಗರ ಗಮನಕ್ಕೆ xyxy=(203,893,349,905)
swamiji-stage-photo xyxy=(495,351,679,451)
om-icon: ॐ xyxy=(109,866,129,886)
story-body-continued: ತಾಲ್ಲೂಕಿನ ಅಂಗನವಾಡಿ ಕೇಂದ್ರಗಳಿಗೆ ಆಯ್ಕೆಯಾದ ಕಾರ್ಯಕರ್ತೆಯರು ಹಾಗೂ ಸಹಾಯಕಿಯರಿಗೆ ಶಾಸಕ ಎಸ್. ಎನ್ ನಾರಾಯಣಸ್ವಾಮಿ ನೇಮಕಾತಿ ಪತ್ರ ವಿತರಿಸಿದರು. ಪಾರದರ್ಶಕವಾಗಿ ಆಯ್ಕೆ ಪ್ರಕ್ರಿಯೆ ನಡೆದಿದ್ದು, ಮಕ್ಕಳ ಪೋಷಣೆ ಮತ್ತು ಶಿಕ್ಷಣದಲ್ಲಿ ಅಂಗನವಾಡಿ ಕೇಂದ್ರಗಳ ಪಾತ್ರ ಮಹತ್ವದ್ದು ಎಂದು ಹೇಳಿದರು. ಇಲಾಖೆ ಅಧಿಕಾರಿಗಳು ಮತ್ತು ಜನಪ್ರತಿನಿಧಿಗಳು ಉಪಸ್ಥಿತರಿದ್ದರು. ತಾಲ್ಲೂಕಿನ ಅಂಗನವಾಡಿ ಕೇಂದ್ರಗಳಿಗೆ ಆಯ್ಕೆಯಾದ ಕಾರ್ಯಕರ್ತೆಯರು ಹಾಗೂ ಸಹಾಯಕಿಯರಿಗೆ ಶಾಸಕ ಎಸ್. ಎನ್ ನಾರಾಯಣಸ್ವಾಮಿ ನೇಮಕಾತಿ ಪತ್ರ ವಿತರಿಸಿದರು. ಪಾರದರ್ಶಕವಾಗಿ ಆಯ್ಕೆ ಪ್ರಕ್ರಿಯೆ ನಡೆದಿದ್ದು, ಮಕ್ಕಳ ಪೋಷಣೆ ಮತ್ತು ಶಿಕ್ಷಣದಲ್ಲಿ ಅಂಗನವಾಡಿ ಕೇಂದ್ರಗಳ ಪಾತ್ರ ಮಹತ್ವದ್ದು ಎಂದು ಹೇಳಿದರು. ಇಲಾಖೆ ಅಧಿಕಾರಿಗಳು ಮತ್ತು ಜನಪ್ರತಿನಿಧಿಗಳು ಉಪಸ್ಥಿತರಿದ್ದರು. ತಾಲ್ಲೂಕಿನ ಅಂಗನವಾಡಿ ಕೇಂದ್ರಗಳಿಗೆ ಆಯ್ಕೆಯಾದ ಕಾರ್ಯಕರ್ತೆಯರು ಹಾಗೂ ಸಹಾಯಕಿಯರಿಗೆ ಶಾಸಕ ಎಸ್. ಎನ್ ನಾರಾಯಣಸ್ವಾಮಿ ನೇಮಕಾತಿ ಪತ್ರ ವಿತರಿಸಿದರು. ಪಾರದರ್ಶಕವಾಗಿ ಆಯ್ಕೆ ಪ್ರಕ್ರಿಯೆ ನಡೆದಿದ್ದು, ಮಕ್ಕಳ ಪೋಷಣೆ ಮತ್ತು ಶಿಕ್ಷಣದಲ್ಲಿ ಅಂಗನವಾಡಿ ಕೇಂದ್ರಗಳ ಪಾತ್ರ ಮಹತ್ವದ್ದು ಎಂದು ಹೇಳಿದರು. ಇಲಾಖೆ ಅಧಿಕಾರಿಗಳು ಮತ್ತು ಜನಪ್ರತಿನಿಧಿಗಳು ಉಪಸ್ಥಿತರಿದ್ದರು. ತಾಲ್ಲೂಕಿನ ಅಂಗನವಾಡಿ ಕೇಂದ್ರಗಳಿಗೆ ಆಯ್ಕೆಯಾದ ಕಾರ್ಯಕರ್ತೆಯರು ಹಾಗೂ ಸಹಾಯಕಿಯರಿಗೆ ಶಾಸಕ ಎಸ್. ಎನ್ ನಾರಾಯಣಸ್ವಾಮಿ ನೇಮಕಾತಿ ಪತ್ರ ವಿತರಿಸಿದರು. ಪಾರದರ್ಶಕವಾಗಿ ಆಯ್ಕೆ ಪ್ರಕ್ರಿಯೆ ನಡೆದಿದ್ದು, ಮಕ್ಕಳ ಪೋಷಣೆ ಮತ್ತು ಶಿಕ್ಷಣದಲ್ಲಿ ಅಂಗನವಾಡಿ ಕೇಂದ್ರಗಳ ಪಾತ್ರ ಮಹತ್ವದ್ದು ಎಂದು ಹೇಳಿದರು. ಇಲಾಖೆ ಅಧಿಕಾರಿಗಳು ಮತ್ತು ಜನಪ್ರತಿನಿಧಿಗಳು ಉಪಸ್ಥಿತರಿದ್ದರು. ತಾಲ್ಲೂಕಿನ ಅಂಗನವಾಡಿ ಕೇಂದ್ರಗಳಿಗೆ ಆಯ್ಕೆಯಾದ ಕಾರ್ಯಕರ್ತೆಯರು ಹಾಗೂ ಸಹಾಯಕಿಯರಿಗೆ ಶಾಸಕ ಎಸ್. ಎನ್ ನಾರಾಯಣಸ್ವಾಮಿ ನೇಮಕಾತಿ ಪತ್ರ ವಿತರಿಸಿದರು. ಪಾರದರ್ಶಕವಾಗಿ ಆಯ್ಕೆ ಪ್ರಕ್ರಿಯೆ ನಡೆದಿದ್ದು, ಮಕ್ಕಳ ಪೋಷಣೆ ಮತ್ತು ಶಿಕ್ಷಣದಲ್ಲಿ ಅಂಗನವಾಡಿ ಕೇಂದ್ರಗಳ ಪಾತ್ರ ಮಹತ್ವದ್ದು ಎಂದು ಹೇಳಿದರು. ಇಲಾಖೆ ಅಧಿಕಾರಿಗಳು ಮತ್ತು ಜನಪ್ರತಿನಿಧಿಗಳು ಉಪಸ್ಥಿತರಿದ್ದರು. ತಾಲ್ಲೂಕಿನ ಅಂಗನವಾಡಿ ಕೇಂದ್ರಗಳಿಗೆ ಆಯ್ಕೆಯಾದ ಕಾರ್ಯಕರ್ತೆಯರು ಹಾಗೂ ಸಹಾಯಕಿಯರಿಗೆ ಶಾಸಕ ಎಸ್. ಎನ್ ನಾರಾಯಣಸ್ವಾಮಿ ನೇಮಕಾತಿ ಪತ್ರ ವಿತರಿಸಿದರು. ಪಾರದರ್ಶಕವಾಗಿ ಆಯ್ಕೆ ಪ್ರಕ್ರಿಯೆ ನಡೆದಿದ್ದು, ಮಕ್ಕಳ ಪೋಷಣೆ ಮತ್ತು ಶಿಕ್ಷಣದಲ್ಲಿ ಅಂಗನವಾಡಿ ಕೇಂದ್ರಗಳ ಪಾತ್ರ ಮಹತ್ವದ್ದು ಎಂದು ಹೇಳಿದರು. ಇಲಾಖೆ ಅಧಿಕಾರಿಗಳು ಮತ್ತು ಜನಪ್ರತಿನಿಧಿಗಳು ಉಪಸ್ಥಿತರಿದ್ದರು. xyxy=(197,441,349,622)
story-headline: ಸಮಯಕ್ಕೆ ಸರಿಯಾಗಿ ಸೂಕ್ತ ಚಿಕಿತ್ಸೆ ಪಡೆದರೆ ಸಮಸ್ಯೆಯಿಂದ ಪಾರಾಗಬಹುದು xyxy=(100,58,290,94)
story-headline: ದಾಸೋಹ ಸಿರಿ ವಿಚಾರಧಾರೆಗಳು ಇಂದಿನ ಪೀಳಿಗೆಗೆ ದಾರಿದೀಪಗಳಾಗಲಿ: ಪಟ್ಟದ ರಾಜೇಶ್ವರ ಶಿವಾಚಾರ್ಯ ಸ್ವಾಮೀಜಿ xyxy=(425,318,615,340)
section-divider xyxy=(361,314,679,316)
ad-tagline: All Building Metireals Suppliers xyxy=(61,968,177,976)
story-body-continued: ನಗರದ ವಾರ್ಡ್ ಸಂಖ್ಯೆ 17 ರಲ್ಲಿ ಕನಿಷ್ಠ ರಸ್ತೆ, ಚರಂಡಿ ಹಾಗೂ ಮೂಲಭೂತ ಸೌಕರ್ಯಗಳಿಲ್ಲದೆ ನಿವಾಸಿಗಳು ಪರದಾಡುತ್ತಿದ್ದಾರೆ. ಮಳೆಗಾಲದಲ್ಲಿ ನೀರು ನಿಂತು ಸಂಚಾರಕ್ಕೆ ತೊಂದರೆಯಾಗುತ್ತಿದೆ. ಸಂಬಂಧಪಟ್ಟ ಅಧಿಕಾರಿಗಳು ಕೂಡಲೇ ಕ್ರಮ ಕೈಗೊಳ್ಳಬೇಕು ಎಂದು ಸ್ಥಳೀಯರು ಒತ್ತಾಯಿಸಿದ್ದಾರೆ. ನಗರದ ವಾರ್ಡ್ ಸಂಖ್ಯೆ 17 ರಲ್ಲಿ ಕನಿಷ್ಠ ರಸ್ತೆ, ಚರಂಡಿ ಹಾಗೂ ಮೂಲಭೂತ ಸೌಕರ್ಯಗಳಿಲ್ಲದೆ ನಿವಾಸಿಗಳು ಪರದಾಡುತ್ತಿದ್ದಾರೆ. ಮಳೆಗಾಲದಲ್ಲಿ ನೀರು ನಿಂತು ಸಂಚಾರಕ್ಕೆ ತೊಂದರೆಯಾಗುತ್ತಿದೆ. ಸಂಬಂಧಪಟ್ಟ ಅಧಿಕಾರಿಗಳು ಕೂಡಲೇ ಕ್ರಮ ಕೈಗೊಳ್ಳಬೇಕು ಎಂದು ಸ್ಥಳೀಯರು ಒತ್ತಾಯಿಸಿದ್ದಾರೆ. xyxy=(501,809,679,850)
ad-company-name: SLV ENTERPRISES xyxy=(59,902,179,916)
slv-enterprises-ad xyxy=(43,843,193,1007)
ad-address: Mfd: RAVISH INDUSTRIES, BENGALURU-560064 xyxy=(56,802,180,816)
college-event-photo xyxy=(507,107,679,187)
